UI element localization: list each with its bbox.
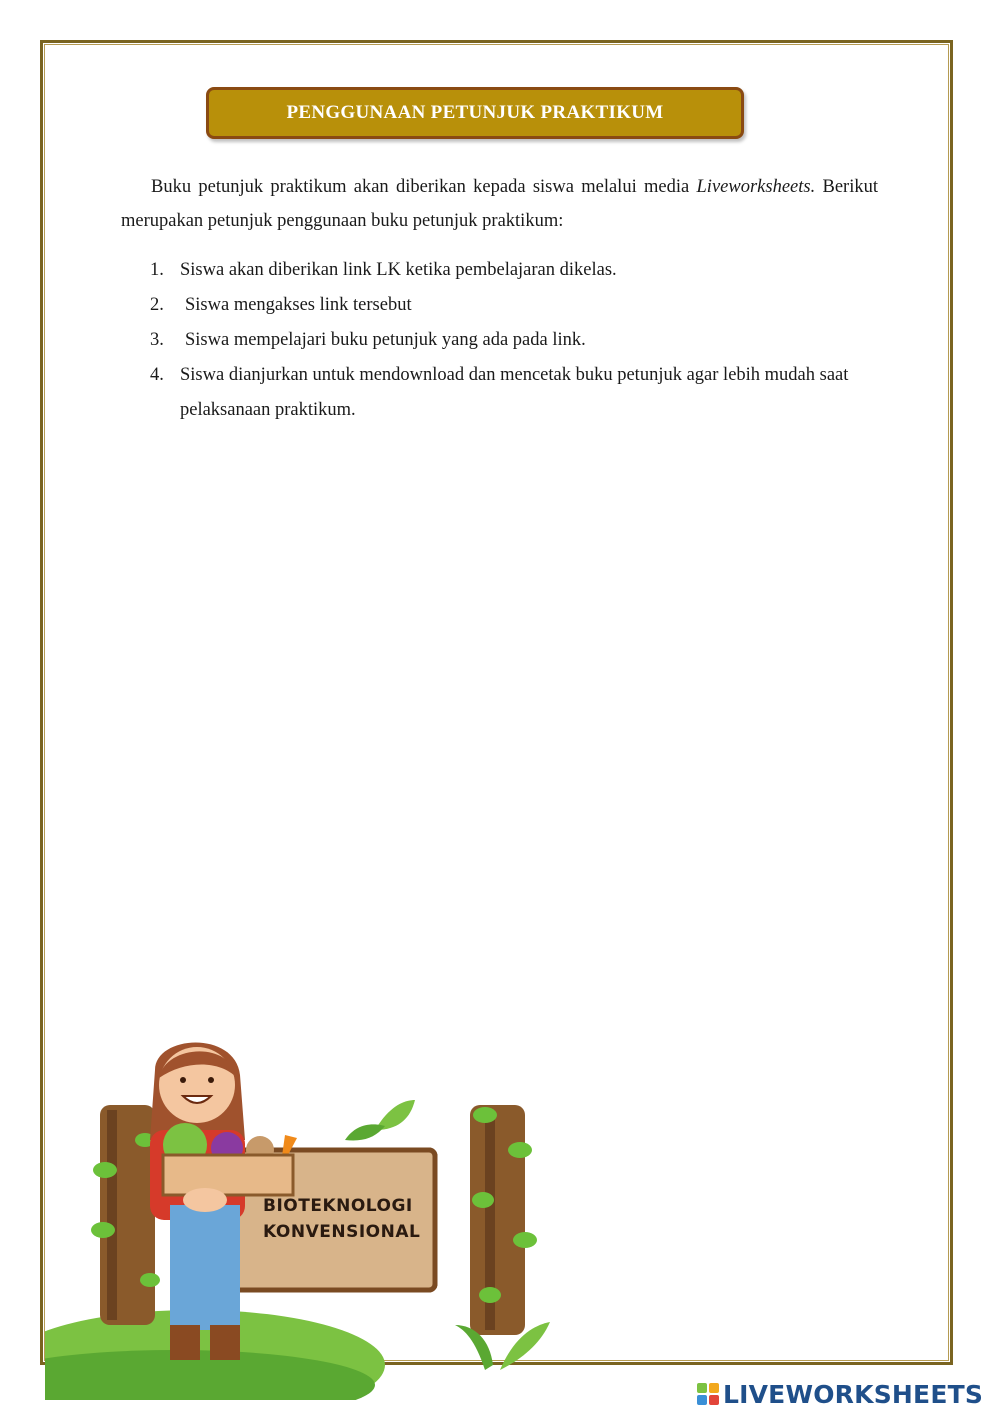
sign-line-2: KONVENSIONAL bbox=[263, 1222, 421, 1242]
intro-text: Buku petunjuk praktikum akan diberikan kepada siswa melalui media bbox=[151, 177, 697, 197]
intro-italic-text: Liveworksheets. bbox=[696, 177, 816, 197]
list-item bbox=[150, 288, 880, 323]
intro-rest-text: Berikut merupakan petunjuk penggunaan buku petunjuk praktikum: bbox=[121, 177, 878, 231]
list-item-number: 2. bbox=[150, 295, 164, 315]
farmer-sign-illustration bbox=[45, 1030, 575, 1400]
brand-name: LIVEWORKSHEETS bbox=[723, 1379, 984, 1409]
leaf-top-2 bbox=[345, 1124, 385, 1140]
list-item-text: Siswa akan diberikan link LK ketika pembelajaran dikelas. bbox=[180, 260, 617, 280]
list-item-text: Siswa dianjurkan untuk mendownload dan mencetak buku petunjuk agar lebih mudah saat pelaksanaan praktikum. bbox=[180, 365, 849, 420]
list-item-number: 3. bbox=[150, 330, 164, 350]
list-item-number: 4. bbox=[150, 365, 164, 385]
intro-paragraph bbox=[121, 170, 878, 238]
list-item bbox=[150, 323, 880, 358]
list-item bbox=[150, 253, 880, 288]
brand-watermark bbox=[697, 1378, 983, 1410]
list-item bbox=[150, 358, 880, 428]
sign-line-1: BIOTEKNOLOGI bbox=[263, 1196, 413, 1216]
section-title: PENGGUNAAN PETUNJUK PRAKTIKUM bbox=[286, 102, 664, 123]
section-title-banner bbox=[206, 87, 744, 139]
list-item-text: Siswa mempelajari buku petunjuk yang ada pada link. bbox=[185, 330, 586, 350]
list-item-text: Siswa mengakses link tersebut bbox=[185, 295, 412, 315]
brand-logo-icon bbox=[697, 1383, 719, 1405]
left-post-grain bbox=[107, 1110, 117, 1320]
list-item-number: 1. bbox=[150, 260, 164, 280]
steps-list bbox=[150, 253, 880, 428]
